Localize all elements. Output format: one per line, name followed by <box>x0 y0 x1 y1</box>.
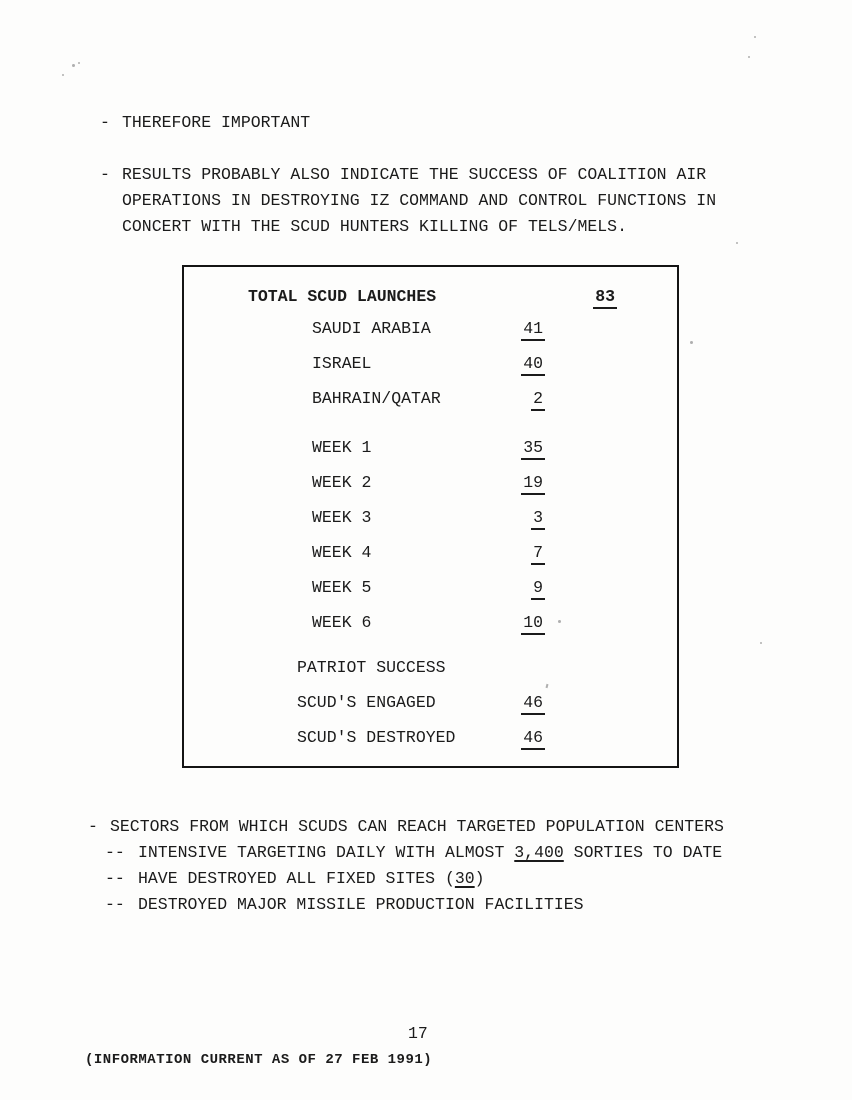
row-value-cell <box>465 543 545 562</box>
sub-text-post: ) <box>474 869 485 888</box>
row-value: 2 <box>531 389 545 411</box>
double-dash: -- <box>105 869 125 888</box>
bullet-dash: - <box>100 165 110 184</box>
footer-note: (INFORMATION CURRENT AS OF 27 FEB 1991) <box>85 1052 433 1068</box>
table-row <box>184 508 677 543</box>
row-label: WEEK 6 <box>312 613 372 632</box>
page-number: 17 <box>408 1024 428 1043</box>
sectors-sub-line <box>105 866 788 892</box>
row-value-cell <box>465 473 545 492</box>
table-row <box>184 613 677 648</box>
row-label: WEEK 1 <box>312 438 372 457</box>
row-label: SCUD'S ENGAGED <box>297 693 436 712</box>
row-value: 46 <box>521 728 545 750</box>
sub-text-post: SORTIES TO DATE <box>563 843 723 862</box>
row-label: SAUDI ARABIA <box>312 319 431 338</box>
row-label: SCUD'S DESTROYED <box>297 728 456 747</box>
scan-artifact <box>72 64 75 67</box>
table-row <box>184 354 677 389</box>
scan-artifact <box>736 242 738 244</box>
table-row <box>184 473 677 508</box>
row-value: 7 <box>531 543 545 565</box>
table-row <box>184 543 677 578</box>
row-value-cell <box>465 578 545 597</box>
bullet-dash: - <box>88 817 98 836</box>
total-value: 83 <box>593 287 617 309</box>
table-row <box>184 693 677 728</box>
row-value: 9 <box>531 578 545 600</box>
scan-artifact <box>748 56 750 58</box>
bullet-text: RESULTS PROBABLY ALSO INDICATE THE SUCCESS OF COALITION AIR OPERATIONS IN DESTROYING IZ COMMAND AND CONTROL FUNCTIONS IN CONCERT WITH THE SCUD HUNTERS KILLING OF TELS/MELS. <box>122 165 717 236</box>
table-title-row <box>184 287 677 319</box>
total-value-cell <box>537 287 617 306</box>
sectors-sub-line <box>105 840 788 866</box>
table-row <box>184 319 677 354</box>
bullet-dash: - <box>100 113 110 132</box>
row-label: WEEK 4 <box>312 543 372 562</box>
row-value-cell <box>465 508 545 527</box>
double-dash: -- <box>105 843 125 862</box>
scan-artifact <box>62 74 64 76</box>
row-value: 19 <box>521 473 545 495</box>
table-row <box>184 438 677 473</box>
row-value-cell <box>465 693 545 712</box>
table-title: TOTAL SCUD LAUNCHES <box>248 287 437 306</box>
table-row <box>184 389 677 424</box>
row-value-cell <box>465 728 545 747</box>
row-value-cell <box>465 389 545 408</box>
sub-text <box>138 866 485 892</box>
scan-artifact <box>78 62 80 64</box>
sub-text <box>138 840 722 866</box>
row-label: PATRIOT SUCCESS <box>297 658 446 677</box>
sectors-heading: SECTORS FROM WHICH SCUDS CAN REACH TARGETED POPULATION CENTERS <box>110 817 724 836</box>
sectors-section <box>88 814 788 918</box>
row-label: WEEK 2 <box>312 473 372 492</box>
sectors-heading-line <box>88 814 788 840</box>
bullet-text: THEREFORE IMPORTANT <box>122 113 311 132</box>
sub-text-pre: HAVE DESTROYED ALL FIXED SITES ( <box>138 869 455 888</box>
row-value: 41 <box>521 319 545 341</box>
row-value: 35 <box>521 438 545 460</box>
sub-text-pre: INTENSIVE TARGETING DAILY WITH ALMOST <box>138 843 515 862</box>
row-value: 10 <box>521 613 545 635</box>
row-label: WEEK 3 <box>312 508 372 527</box>
row-value-cell <box>465 613 545 632</box>
scud-launches-table <box>182 265 679 768</box>
row-value: 40 <box>521 354 545 376</box>
row-value-cell <box>465 438 545 457</box>
row-value-cell <box>465 319 545 338</box>
row-label: WEEK 5 <box>312 578 372 597</box>
underlined-number: 30 <box>454 869 475 888</box>
row-value: 46 <box>521 693 545 715</box>
row-value: 3 <box>531 508 545 530</box>
scan-artifact <box>760 642 762 644</box>
table-row <box>184 658 677 693</box>
row-label: ISRAEL <box>312 354 372 373</box>
scan-artifact <box>754 36 756 38</box>
double-dash: -- <box>105 895 125 914</box>
sectors-sub-line <box>105 892 788 918</box>
row-label: BAHRAIN/QATAR <box>312 389 441 408</box>
scan-artifact <box>690 341 693 344</box>
row-value-cell <box>465 354 545 373</box>
table-row <box>184 728 677 763</box>
sub-text: DESTROYED MAJOR MISSILE PRODUCTION FACILITIES <box>138 895 584 914</box>
underlined-number: 3,400 <box>514 843 564 862</box>
bullet-therefore-important <box>100 110 740 136</box>
bullet-results-paragraph <box>100 162 724 240</box>
table-row <box>184 578 677 613</box>
